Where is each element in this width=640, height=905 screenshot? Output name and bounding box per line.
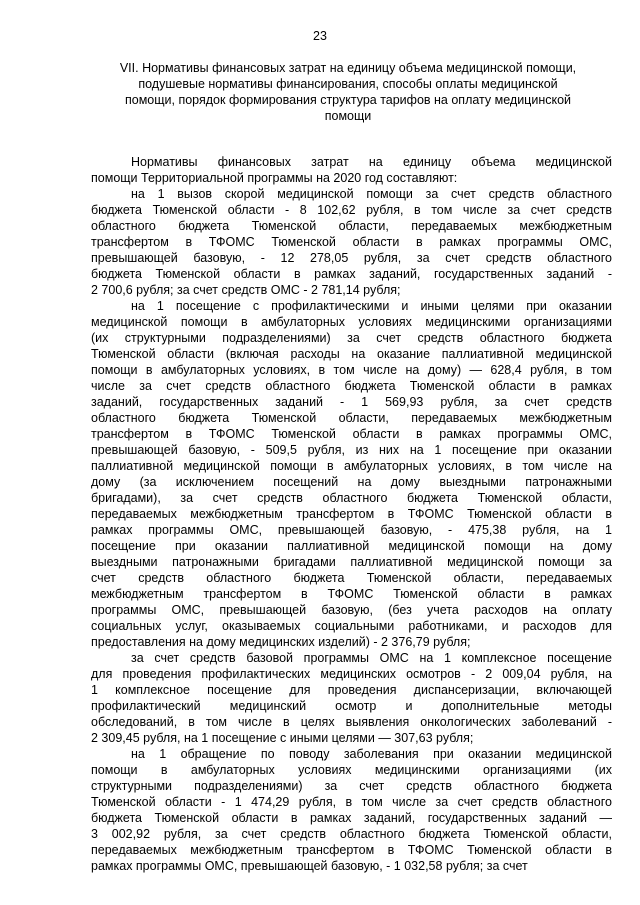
text-line: рамках программы ОМС, превышающей базовую, - 475,38 рубля, на 1 bbox=[91, 523, 612, 537]
text-line: социальных услуг, оказываемых социальными работниками, и расходов для bbox=[91, 619, 612, 633]
text-line: 2 700,6 рубля; за счет средств ОМС - 2 781,14 рубля; bbox=[91, 283, 401, 297]
text-line: рамках программы ОМС, превышающей базовую, - 1 032,58 рубля; за счет bbox=[91, 859, 528, 873]
paragraph bbox=[91, 298, 612, 650]
text-line: посещение при оказании паллиативной медицинской помощи на дому bbox=[91, 539, 612, 553]
text-line: программы ОМС, превышающей базовую, (без учета расходов на оплату bbox=[91, 603, 612, 617]
text-line: трансфертом в ТФОМС Тюменской области в рамках программы ОМС, bbox=[91, 235, 612, 249]
paragraph bbox=[91, 186, 612, 298]
text-line: превышающей базовую, - 12 278,05 рубля, за счет средств областного bbox=[91, 251, 612, 265]
text-line: заданий, государственных заданий - 1 569,93 рубля, за счет средств bbox=[91, 395, 612, 409]
heading-line: помощи bbox=[324, 109, 372, 123]
text-line: счет средств областного бюджета Тюменской области, передаваемых bbox=[91, 571, 612, 585]
body-text bbox=[91, 154, 612, 874]
section-heading bbox=[84, 60, 612, 124]
text-line: на 1 вызов скорой медицинской помощи за счет средств областного bbox=[131, 187, 612, 201]
text-line: бюджета Тюменской области - 8 102,62 рубля, в том числе за счет средств bbox=[91, 203, 612, 217]
text-line: медицинской помощи в амбулаторных условиях медицинскими организациями bbox=[91, 315, 612, 329]
text-line: числе за счет средств областного бюджета Тюменской области в рамках bbox=[91, 379, 612, 393]
text-line: обследований, в том числе в целях выявления онкологических заболеваний - bbox=[91, 715, 612, 729]
text-line: превышающей базовую, - 509,5 рубля, из них на 1 посещение при оказании bbox=[91, 443, 612, 457]
text-line: трансфертом в ТФОМС Тюменской области в рамках программы ОМС, bbox=[91, 427, 612, 441]
heading-line: помощи, порядок формирования структура тарифов на оплату медицинской bbox=[124, 93, 572, 107]
text-line: для проведения профилактических медицинских осмотров - 2 009,04 рубля, на bbox=[91, 667, 612, 681]
text-line: бюджета Тюменской области в рамках заданий, государственных заданий — bbox=[91, 811, 612, 825]
text-line: Тюменской области (включая расходы на оказание паллиативной медицинской bbox=[91, 347, 612, 361]
text-line: помощи Территориальной программы на 2020 год составляют: bbox=[91, 171, 458, 185]
text-line: на 1 посещение с профилактическими и иными целями при оказании bbox=[131, 299, 612, 313]
text-line: передаваемых межбюджетным трансфертом в ТФОМС Тюменской области в bbox=[91, 507, 612, 521]
text-line: предоставления на дому медицинских изделий) - 2 376,79 рубля; bbox=[91, 635, 471, 649]
text-line: Нормативы финансовых затрат на единицу объема медицинской bbox=[131, 155, 612, 169]
text-line: помощи в амбулаторных условиях медицинскими организациями (их bbox=[91, 763, 612, 777]
text-line: 1 комплексное посещение для проведения диспансеризации, включающей bbox=[91, 683, 612, 697]
text-line: бригадами), за счет средств областного бюджета Тюменской области, bbox=[91, 491, 612, 505]
paragraph bbox=[91, 154, 612, 186]
text-line: паллиативной медицинской помощи в амбулаторных условиях, в том числе на bbox=[91, 459, 612, 473]
text-line: Тюменской области - 1 474,29 рубля, в том числе за счет средств областного bbox=[91, 795, 612, 809]
page-number: 23 bbox=[313, 29, 327, 43]
text-line: структурными подразделениями) за счет средств областного бюджета bbox=[91, 779, 612, 793]
text-line: 3 002,92 рубля, за счет средств областного бюджета Тюменской области, bbox=[91, 827, 612, 841]
text-line: межбюджетным трансфертом в ТФОМС Тюменской области в рамках bbox=[91, 587, 612, 601]
text-line: дому (за исключением посещений на дому выездными патронажными bbox=[91, 475, 612, 489]
text-line: на 1 обращение по поводу заболевания при оказании медицинской bbox=[131, 747, 612, 761]
paragraph bbox=[91, 746, 612, 874]
text-line: бюджета Тюменской области в рамках заданий, государственных заданий - bbox=[91, 267, 612, 281]
text-line: профилактический медицинский осмотр и дополнительные методы bbox=[91, 699, 612, 713]
text-line: передаваемых межбюджетным трансфертом в ТФОМС Тюменской области в bbox=[91, 843, 612, 857]
text-line: областного бюджета Тюменской области, передаваемых межбюджетным bbox=[91, 411, 612, 425]
heading-line: VII. Нормативы финансовых затрат на единицу объема медицинской помощи, bbox=[119, 61, 577, 75]
heading-line: подушевые нормативы финансирования, способы оплаты медицинской bbox=[138, 77, 558, 91]
text-line: 2 309,45 рубля, на 1 посещение с иными целями — 307,63 рубля; bbox=[91, 731, 474, 745]
text-line: за счет средств базовой программы ОМС на 1 комплексное посещение bbox=[131, 651, 612, 665]
paragraph bbox=[91, 650, 612, 746]
text-line: областного бюджета Тюменской области, передаваемых межбюджетным bbox=[91, 219, 612, 233]
text-line: выездными патронажными бригадами паллиативной медицинской помощи за bbox=[91, 555, 612, 569]
text-line: (их структурными подразделениями) за счет средств областного бюджета bbox=[91, 331, 612, 345]
text-line: помощи в амбулаторных условиях, в том числе на дому) — 628,4 рубля, в том bbox=[91, 363, 612, 377]
